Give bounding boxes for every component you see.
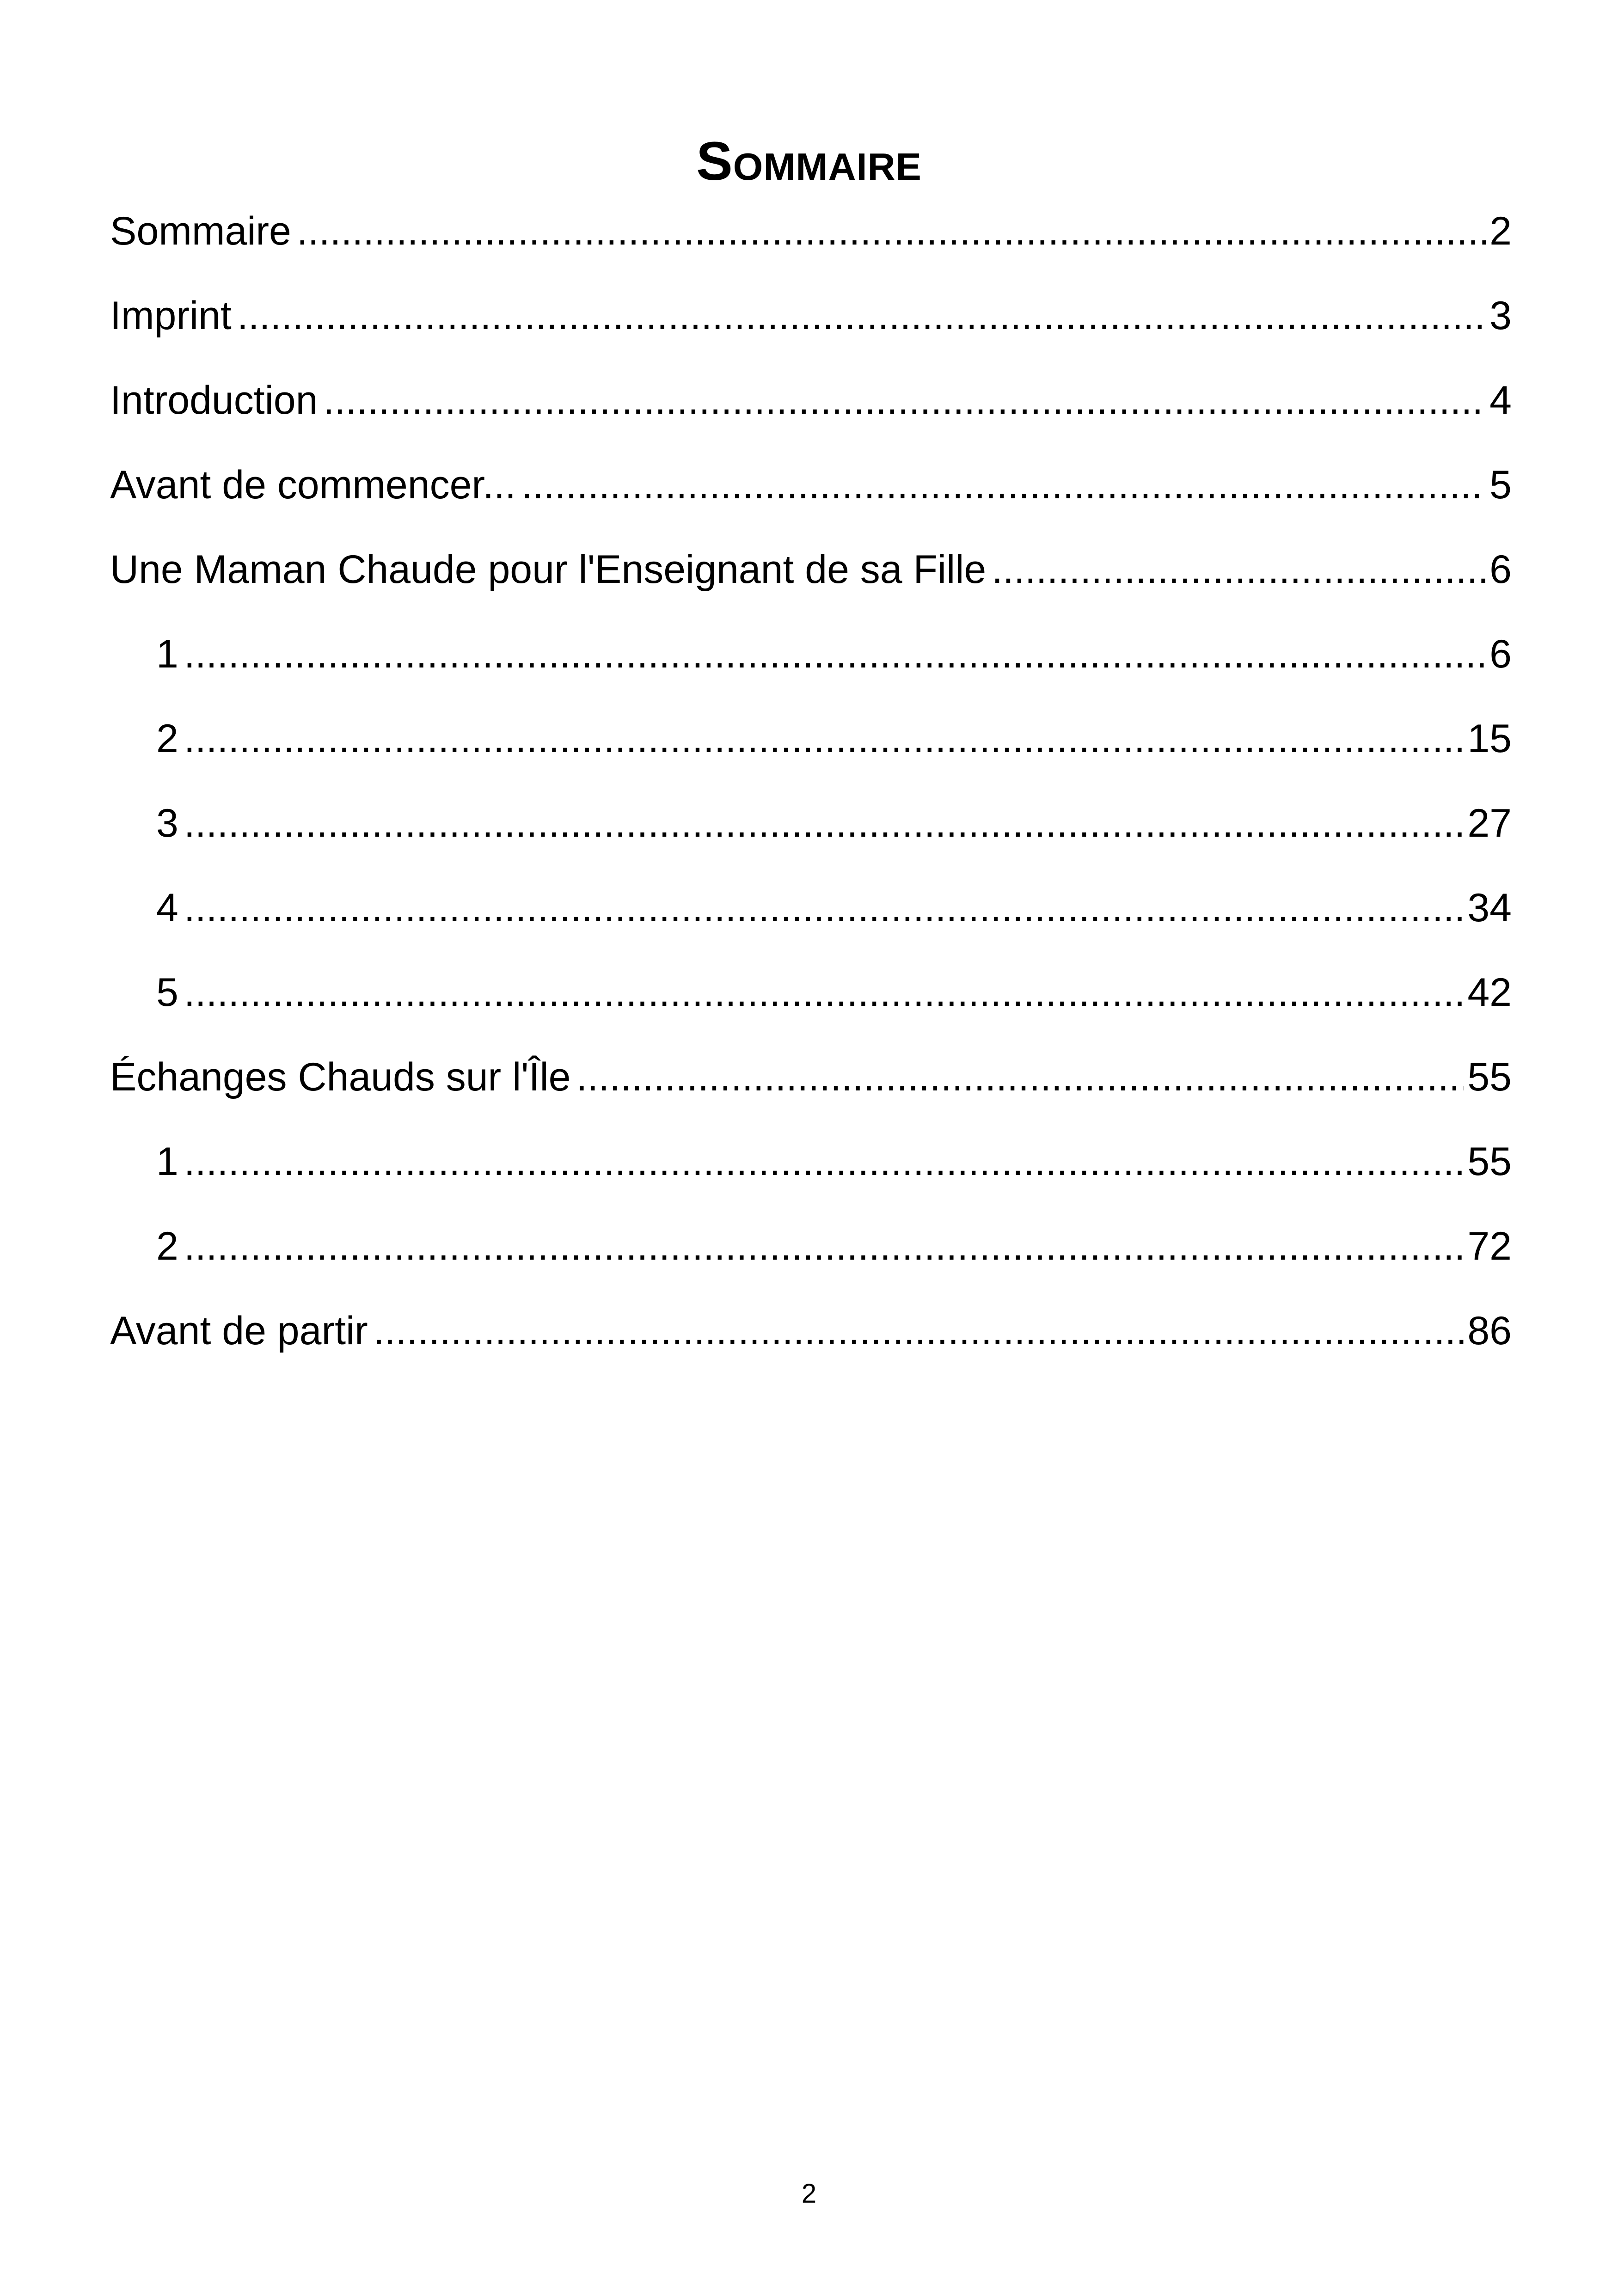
toc-subentry[interactable]: [110, 791, 1512, 876]
toc-subentry[interactable]: [110, 706, 1512, 791]
page-title: Sommaire: [696, 131, 922, 192]
toc-entry-label: Introduction: [110, 378, 318, 422]
toc-entry-label: Avant de commencer...: [110, 463, 516, 507]
toc-entry-page: 2: [1489, 209, 1512, 253]
toc-subentry[interactable]: [110, 876, 1512, 960]
toc-entry-page: 6: [1489, 547, 1512, 592]
toc-subentry[interactable]: [110, 1129, 1512, 1214]
toc-entry[interactable]: [110, 453, 1512, 537]
toc-dot-leader: [297, 199, 1486, 263]
toc-entry-label: 2: [156, 1224, 178, 1268]
toc-entry-page: 3: [1489, 294, 1512, 338]
toc-entry[interactable]: [110, 537, 1512, 622]
table-of-contents: [110, 199, 1512, 1383]
toc-entry[interactable]: [110, 368, 1512, 453]
toc-dot-leader: [576, 1045, 1464, 1109]
toc-dot-leader: [237, 283, 1486, 348]
toc-entry-page: 55: [1467, 1055, 1512, 1099]
toc-dot-leader: [992, 537, 1486, 602]
toc-entry-page: 6: [1489, 632, 1512, 676]
toc-entry-page: 72: [1467, 1224, 1512, 1268]
toc-entry-page: 34: [1467, 886, 1512, 930]
toc-dot-leader: [323, 368, 1486, 433]
toc-dot-leader: [184, 960, 1464, 1025]
toc-entry-page: 55: [1467, 1139, 1512, 1184]
toc-dot-leader: [184, 1214, 1464, 1279]
toc-dot-leader: [184, 791, 1464, 856]
toc-entry-label: Sommaire: [110, 209, 291, 253]
page-number: 2: [801, 2179, 817, 2209]
toc-entry-label: 1: [156, 1139, 178, 1184]
toc-dot-leader: [184, 876, 1464, 940]
toc-subentry[interactable]: [110, 1214, 1512, 1298]
toc-entry[interactable]: [110, 1045, 1512, 1129]
toc-entry-page: 27: [1467, 801, 1512, 845]
toc-entry-page: 42: [1467, 970, 1512, 1015]
toc-dot-leader: [521, 453, 1486, 517]
toc-entry[interactable]: [110, 199, 1512, 283]
toc-entry-label: 1: [156, 632, 178, 676]
toc-entry[interactable]: [110, 283, 1512, 368]
toc-entry-page: 4: [1489, 378, 1512, 422]
toc-entry-page: 86: [1467, 1309, 1512, 1353]
toc-dot-leader: [374, 1298, 1464, 1363]
toc-dot-leader: [184, 1129, 1464, 1194]
toc-subentry[interactable]: [110, 960, 1512, 1045]
toc-entry[interactable]: [110, 1298, 1512, 1383]
toc-entry-page: 5: [1489, 463, 1512, 507]
toc-entry-label: 3: [156, 801, 178, 845]
toc-subentry[interactable]: [110, 622, 1512, 706]
toc-entry-page: 15: [1467, 716, 1512, 761]
toc-entry-label: Échanges Chauds sur l'Île: [110, 1055, 571, 1099]
toc-entry-label: Avant de partir: [110, 1309, 368, 1353]
toc-dot-leader: [184, 622, 1486, 686]
toc-entry-label: Imprint: [110, 294, 232, 338]
toc-dot-leader: [184, 706, 1464, 771]
toc-entry-label: Une Maman Chaude pour l'Enseignant de sa Fille: [110, 547, 987, 592]
toc-entry-label: 5: [156, 970, 178, 1015]
toc-entry-label: 2: [156, 716, 178, 761]
toc-entry-label: 4: [156, 886, 178, 930]
